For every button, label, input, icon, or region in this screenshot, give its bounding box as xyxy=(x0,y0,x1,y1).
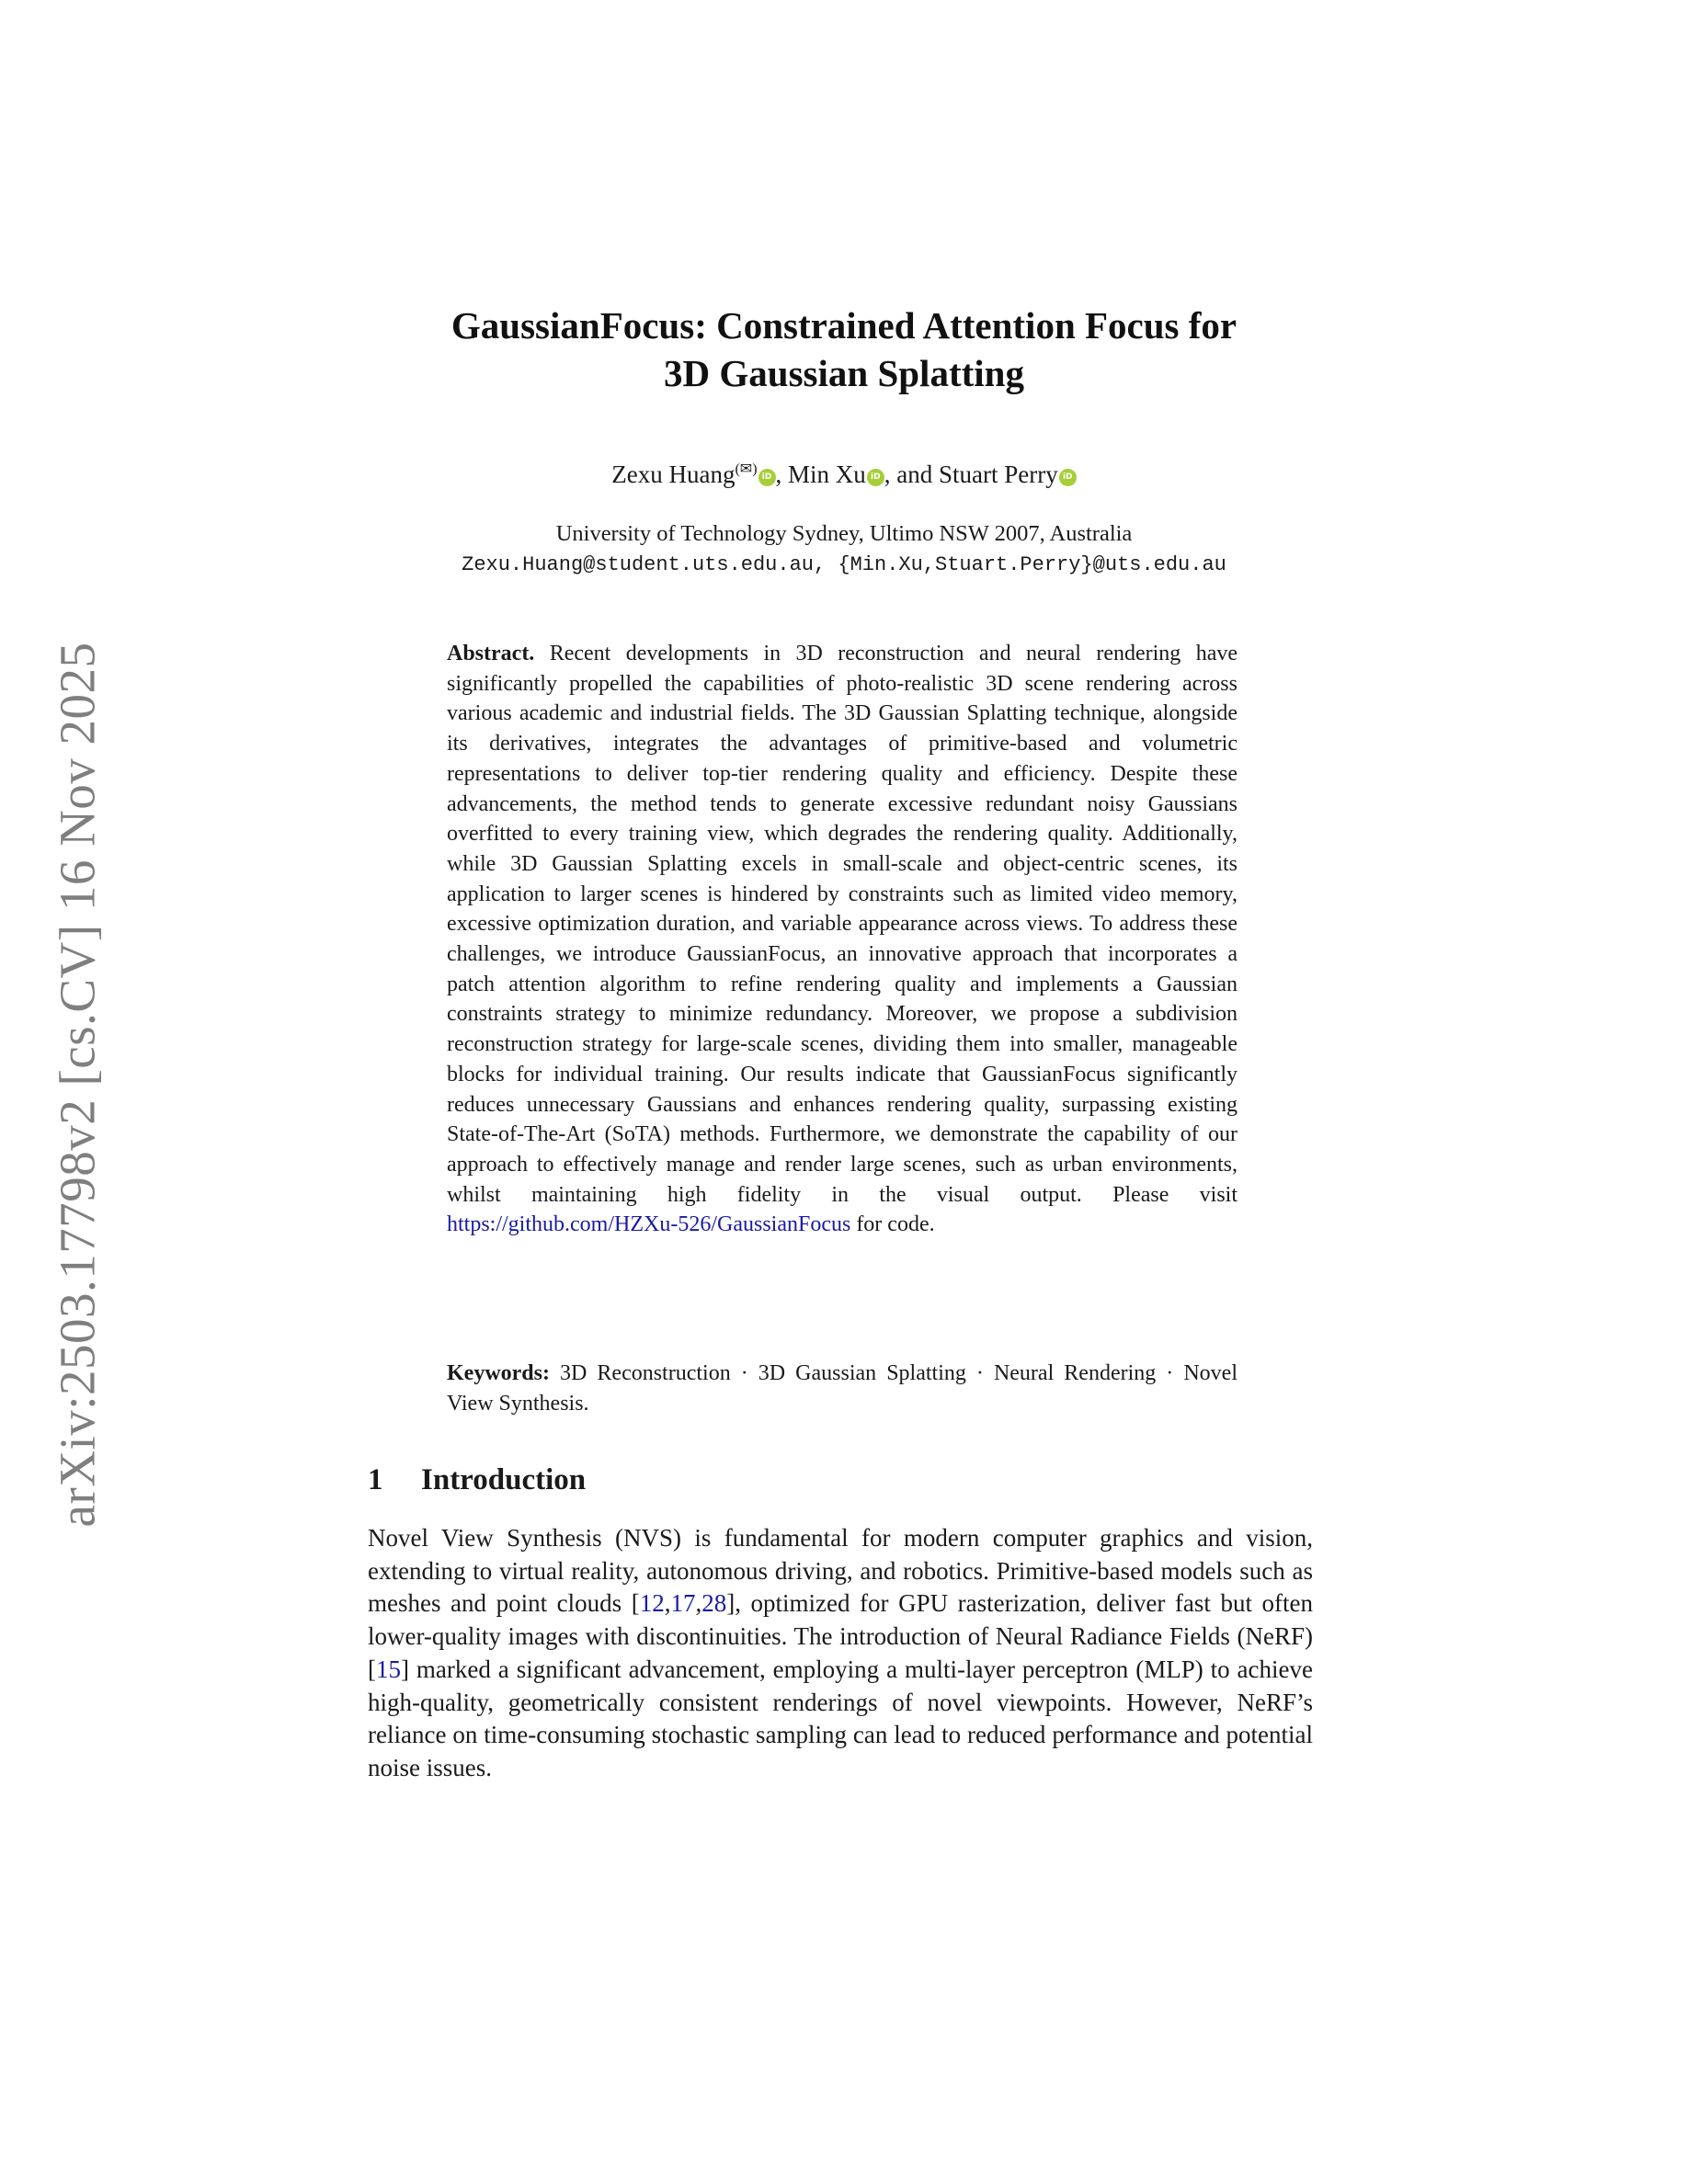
orcid-icon[interactable]: iD xyxy=(867,469,884,486)
author-separator: , and xyxy=(884,461,940,488)
author-separator: , xyxy=(775,461,789,488)
paper-title xyxy=(0,301,1688,397)
keywords-label: Keywords: xyxy=(447,1361,550,1385)
citation-link[interactable]: 17 xyxy=(670,1589,696,1618)
abstract-text: Recent developments in 3D reconstruction and neural rendering have significantly propelled the capabilities of photo-realistic 3D scene rendering across various academic and industrial fields. The 3D Gaussian Splatting technique, alongside its derivatives, integrates the advantages of primitive-based and volumetric representations to deliver top-tier rendering quality and efficiency. Despite these advancements, the method tends to generate excessive redundant noisy Gaussians overfitted to every training view, which degrades the rendering quality. Additionally, while 3D Gaussian Splatting excels in small-scale and object-centric scenes, its application to larger scenes is hindered by constraints such as limited video memory, excessive optimization duration, and variable appearance across views. To address these challenges, we introduce GaussianFocus, an innovative approach that incorporates a patch attention algorithm to refine rendering quality and implements a Gaussian constraints strategy to minimize redundancy. Moreover, we propose a subdivision reconstruction strategy for large-scale scenes, dividing them into smaller, manageable blocks for individual training. Our results indicate that GaussianFocus significantly reduces unnecessary Gaussians and enhances rendering quality, surpassing existing State-of-The-Art (SoTA) methods. Furthermore, we demonstrate the capability of our approach to effectively manage and render large scenes, such as urban environments, whilst maintaining high fidelity in the visual output. Please visit xyxy=(447,642,1237,1207)
citation-link[interactable]: 15 xyxy=(376,1655,401,1683)
corresponding-author-envelope-icon: (✉) xyxy=(735,461,758,477)
orcid-icon[interactable]: iD xyxy=(758,469,776,486)
paragraph-text: ], optimized for GPU rasterization, deliver fast but often lower-quality images with discontinuities. The introduction of Neural Radiance Fields (NeRF) [ xyxy=(368,1589,1313,1683)
affiliation: University of Technology Sydney, Ultimo NSW 2007, Australia xyxy=(555,521,1133,546)
citation-link[interactable]: 28 xyxy=(701,1589,727,1618)
author-list xyxy=(0,460,1688,489)
orcid-icon[interactable]: iD xyxy=(1059,469,1077,486)
keywords xyxy=(447,1359,1237,1418)
abstract xyxy=(447,639,1237,1240)
keywords-text: 3D Reconstruction · 3D Gaussian Splatting · Neural Rendering · Novel View Synthesis. xyxy=(447,1361,1237,1416)
author-name: Zexu Huang xyxy=(611,461,736,488)
section-title: Introduction xyxy=(421,1463,587,1496)
github-code-link[interactable]: https://github.com/HZXu-526/GaussianFocus xyxy=(447,1212,851,1237)
arxiv-identifier-stamp xyxy=(50,597,105,1572)
abstract-tail: for code. xyxy=(850,1212,935,1237)
author-name: Stuart Perry xyxy=(939,461,1058,488)
section-heading-introduction xyxy=(368,1463,586,1497)
section-number: 1 xyxy=(368,1463,383,1496)
citation-link[interactable]: 12 xyxy=(639,1589,665,1618)
paragraph-text: ] marked a significant advancement, employing a multi-layer perceptron (MLP) to achieve high-quality, geometrically consistent renderings of novel viewpoints. However, NeRF’s reliance on time-consuming stochastic sampling can lead to reduced performance and potential noise issues. xyxy=(368,1655,1313,1781)
author-name: Min Xu xyxy=(788,461,866,488)
author-emails: Zexu.Huang@student.uts.edu.au, {Min.Xu,Stuart.Perry}@uts.edu.au xyxy=(462,553,1226,576)
introduction-paragraph: Novel View Synthesis (NVS) is fundamental for modern computer graphics and vision, extending to virtual reality, autonomous driving, and robotics. Primitive-based models such as meshes and point clouds [12,17,28], optimized for GPU rasterization, deliver fast but often lower-quality images with discontinuities. The introduction of Neural Radiance Fields (NeRF) [15] marked a significant advancement, employing a multi-layer perceptron (MLP) to achieve high-quality, geometrically consistent renderings of novel viewpoints. However, NeRF’s reliance on time-consuming stochastic sampling can lead to reduced performance and potential noise issues. xyxy=(368,1524,1313,1781)
title-line-1: GaussianFocus: Constrained Attention Focus for xyxy=(451,304,1237,347)
arxiv-stamp-text: arXiv:2503.17798v2 [cs.CV] 16 Nov 2025 xyxy=(49,642,106,1528)
paragraph-text: Novel View Synthesis (NVS) is fundamental for modern computer graphics and vision, extending to virtual reality, autonomous driving, and robotics. Primitive-based models such as meshes and point clouds [ xyxy=(368,1524,1313,1618)
title-line-2: 3D Gaussian Splatting xyxy=(664,352,1024,394)
abstract-label: Abstract. xyxy=(447,642,535,665)
